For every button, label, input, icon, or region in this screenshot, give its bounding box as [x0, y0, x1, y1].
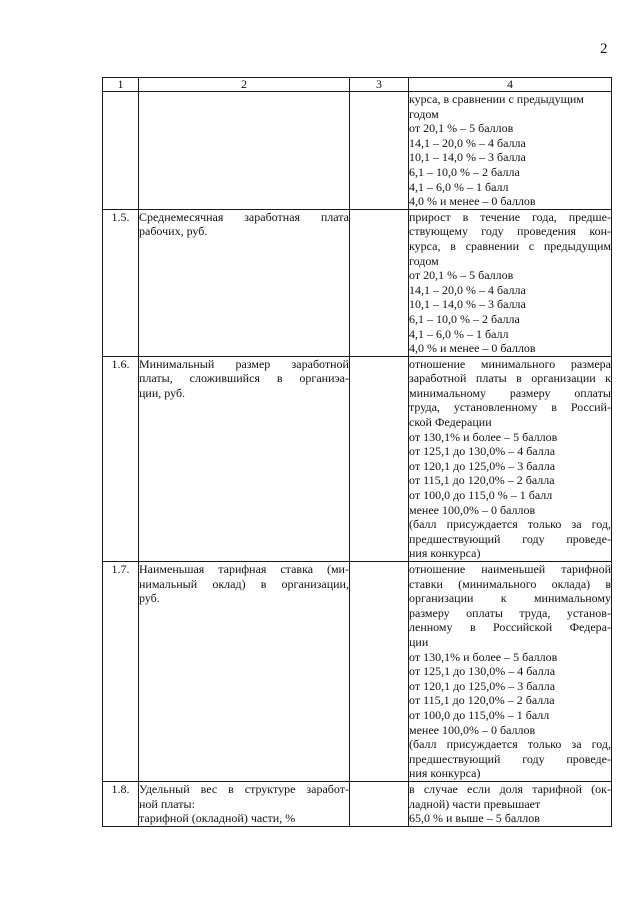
table-row	[103, 562, 612, 782]
criteria-line: от 120,1 до 125,0% – 3 балла	[409, 458, 556, 473]
criteria-line: (балл присуждается только за год,	[409, 737, 611, 752]
criteria-line: отношение минимального размера	[409, 356, 611, 371]
indicator-name-line: Среднемесячная заработная плата	[139, 209, 349, 224]
value-cell	[350, 209, 409, 356]
criteria-line: от 125,1 до 130,0% – 4 балла	[409, 664, 556, 679]
criteria-line: 6,1 – 10,0 % – 2 балла	[409, 311, 520, 326]
criteria-line: предшествующий году проведе-	[409, 531, 611, 546]
row-number-cell: 1.8.	[103, 781, 139, 826]
criteria-line: прирост в течение года, предше-	[409, 209, 611, 224]
criteria-line: ленному в Российской Федера-	[409, 620, 611, 635]
criteria-line: от 20,1 % – 5 баллов	[409, 268, 514, 283]
page-number: 2	[600, 41, 608, 57]
criteria-line: организации к минимальному	[409, 591, 611, 606]
criteria-line: менее 100,0% – 0 баллов	[409, 502, 536, 517]
indicator-name-cell	[139, 562, 350, 782]
table-body	[103, 92, 612, 827]
indicator-name-line: ции, руб.	[139, 385, 186, 400]
scoring-criteria-cell	[409, 209, 612, 356]
criteria-line: отношение наименьшей тарифной	[409, 562, 611, 576]
criteria-line: в случае если доля тарифной (ок-	[409, 781, 611, 796]
criteria-table	[102, 77, 612, 827]
header-col-2: 2	[139, 78, 350, 92]
value-cell	[350, 781, 409, 826]
criteria-line: ской Федерации	[409, 415, 492, 430]
criteria-line: от 100,0 до 115,0% – 1 балл	[409, 707, 550, 722]
criteria-line: от 115,1 до 120,0% – 2 балла	[409, 473, 555, 488]
criteria-line: заработной платы в организации к	[409, 371, 611, 386]
criteria-line: курса, в сравнении с предыдущим	[409, 238, 611, 253]
criteria-line: 4,0 % и менее – 0 баллов	[409, 194, 536, 209]
criteria-line: 10,1 – 14,0 % – 3 балла	[409, 297, 526, 312]
row-number-cell: 1.7.	[103, 562, 139, 782]
table-row	[103, 209, 612, 356]
criteria-line: от 115,1 до 120,0% – 2 балла	[409, 693, 555, 708]
criteria-line: годом	[409, 106, 439, 121]
indicator-name-cell	[139, 356, 350, 561]
criteria-line: ставки (минимального оклада) в	[409, 576, 611, 591]
indicator-name-line: руб.	[139, 591, 160, 606]
criteria-line: ния конкурса)	[409, 546, 481, 561]
criteria-line: курса, в сравнении с предыдущим	[409, 92, 584, 106]
criteria-line: 4,1 – 6,0 % – 1 балл	[409, 326, 509, 341]
value-cell	[350, 562, 409, 782]
criteria-line: размеру оплаты труда, установ-	[409, 605, 611, 620]
indicator-name-line: ной платы:	[139, 796, 195, 811]
criteria-line: 14,1 – 20,0 % – 4 балла	[409, 135, 526, 150]
criteria-line: от 130,1% и более – 5 баллов	[409, 429, 558, 444]
header-col-4: 4	[409, 78, 612, 92]
header-col-1: 1	[103, 78, 139, 92]
indicator-name-cell	[139, 92, 350, 210]
indicator-name-line: платы, сложившийся в органиэа-	[139, 371, 349, 386]
indicator-name-cell	[139, 209, 350, 356]
value-cell	[350, 92, 409, 210]
scoring-criteria-cell	[409, 781, 612, 826]
criteria-line: от 100,0 до 115,0 % – 1 балл	[409, 488, 553, 503]
indicator-name-line: тарифной (окладной) части, %	[139, 811, 296, 826]
table-row	[103, 356, 612, 561]
row-number-cell: 1.5.	[103, 209, 139, 356]
criteria-line: ции	[409, 634, 429, 649]
criteria-line: предшествующий году проведе-	[409, 751, 611, 766]
criteria-line: 4,0 % и менее – 0 баллов	[409, 341, 536, 356]
criteria-line: 4,1 – 6,0 % – 1 балл	[409, 179, 509, 194]
criteria-line: (балл присуждается только за год,	[409, 517, 611, 532]
criteria-line: 6,1 – 10,0 % – 2 балла	[409, 164, 520, 179]
criteria-line: от 130,1% и более – 5 баллов	[409, 649, 558, 664]
criteria-line: ствующему году проведения кон-	[409, 224, 611, 239]
criteria-line: от 120,1 до 125,0% – 3 балла	[409, 678, 556, 693]
criteria-line: 14,1 – 20,0 % – 4 балла	[409, 282, 526, 297]
row-number-cell: 1.6.	[103, 356, 139, 561]
value-cell	[350, 356, 409, 561]
table-row	[103, 92, 612, 210]
criteria-line: 10,1 – 14,0 % – 3 балла	[409, 150, 526, 165]
criteria-line: ладной) части превышает	[409, 796, 541, 811]
header-col-3: 3	[350, 78, 409, 92]
indicator-name-line: Минимальный размер заработной	[139, 356, 349, 371]
indicator-name-line: Наименьшая тарифная ставка (ми-	[139, 562, 349, 576]
indicator-name-cell	[139, 781, 350, 826]
criteria-line: труда, установленному в Россий-	[409, 400, 611, 415]
indicator-name-line: Удельный вес в структуре заработ-	[139, 781, 349, 796]
criteria-line: годом	[409, 253, 439, 268]
row-number-cell	[103, 92, 139, 210]
scoring-criteria-cell	[409, 92, 612, 210]
criteria-line: ния конкурса)	[409, 766, 481, 781]
criteria-line: от 20,1 % – 5 баллов	[409, 121, 514, 136]
scoring-criteria-cell	[409, 562, 612, 782]
scoring-criteria-cell	[409, 356, 612, 561]
table-header-row	[103, 78, 612, 92]
indicator-name-line: нимальный оклад) в организации,	[139, 576, 349, 591]
indicator-name-line: рабочих, руб.	[139, 224, 208, 239]
criteria-line: минимальному размеру оплаты	[409, 385, 611, 400]
criteria-line: от 125,1 до 130,0% – 4 балла	[409, 444, 556, 459]
table-row	[103, 781, 612, 826]
criteria-line: 65,0 % и выше – 5 баллов	[409, 811, 540, 826]
criteria-line: менее 100,0% – 0 баллов	[409, 722, 536, 737]
